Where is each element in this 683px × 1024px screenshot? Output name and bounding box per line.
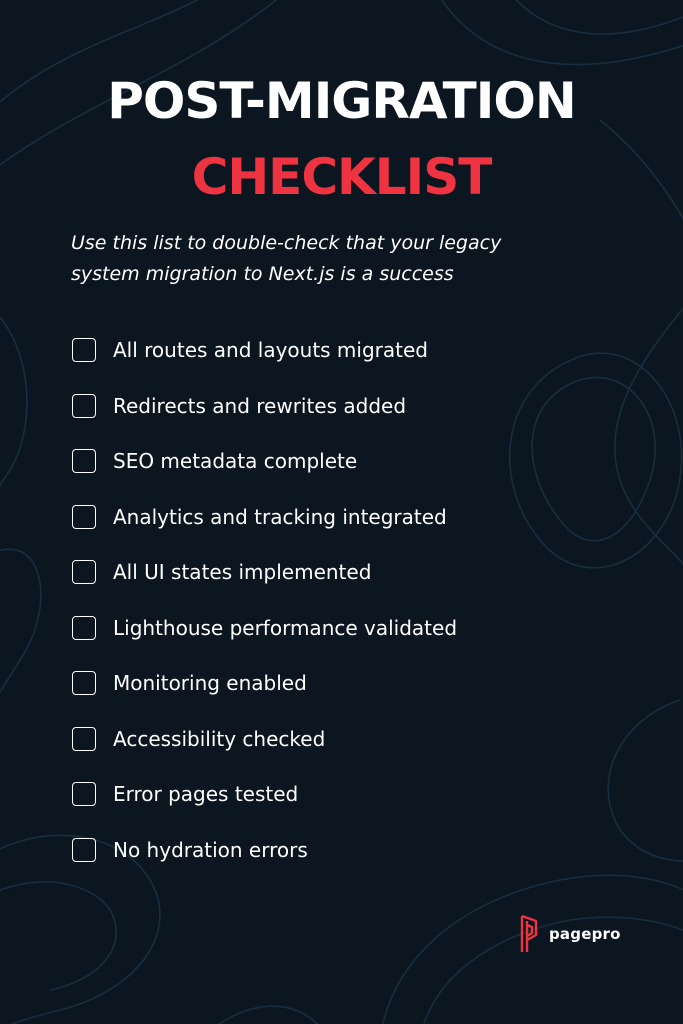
checklist-item-label: Analytics and tracking integrated [113, 504, 447, 529]
checklist-item-label: No hydration errors [113, 837, 308, 862]
checklist-item-label: Error pages tested [113, 782, 299, 806]
checkbox[interactable] [72, 560, 96, 584]
subtitle-line-1: Use this list to double-check that your legacy [71, 232, 502, 254]
checkbox[interactable] [72, 338, 96, 362]
checkbox[interactable] [72, 727, 96, 751]
checklist-item-label: SEO metadata complete [113, 449, 358, 473]
checklist-item-label: All UI states implemented [113, 560, 372, 584]
page-title-accent: CHECKLIST [191, 148, 492, 206]
checklist-item-label: Lighthouse performance validated [113, 615, 458, 640]
subtitle-line-2: system migration to Next.js is a success [71, 263, 454, 285]
checkbox[interactable] [72, 671, 96, 695]
checklist-item-label: All routes and layouts migrated [113, 338, 428, 362]
brand [519, 912, 621, 956]
checkbox[interactable] [72, 505, 96, 529]
subtitle [71, 228, 611, 290]
checkbox[interactable] [72, 616, 96, 640]
checklist-item-label: Accessibility checked [113, 726, 326, 751]
pagepro-logo-icon [519, 912, 541, 956]
checkbox[interactable] [72, 394, 96, 418]
checklist-item-label: Monitoring enabled [113, 671, 307, 695]
checkbox[interactable] [72, 449, 96, 473]
page-title: POST-MIGRATION [107, 72, 576, 130]
checklist-item-label: Redirects and rewrites added [113, 393, 407, 418]
brand-name: pagepro [549, 925, 621, 943]
checkbox[interactable] [72, 838, 96, 862]
checkbox[interactable] [72, 782, 96, 806]
